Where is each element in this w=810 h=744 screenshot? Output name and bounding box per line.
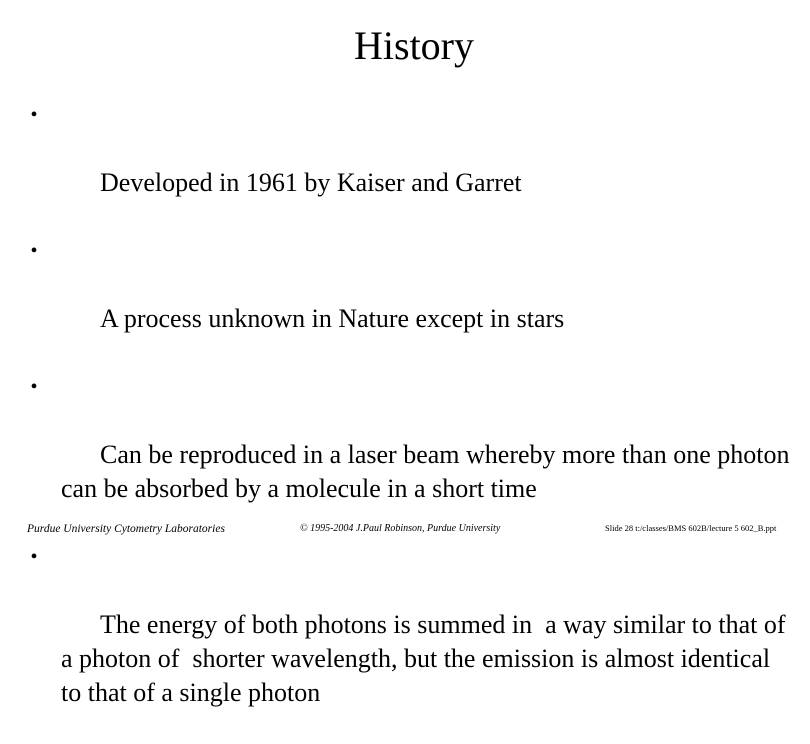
bullet-marker: • — [30, 376, 38, 398]
bullet-item — [24, 234, 794, 370]
bullet-marker: • — [30, 546, 38, 568]
bullet-text: Developed in 1961 by Kaiser and Garret — [100, 168, 522, 197]
slide-title: History — [354, 23, 474, 68]
bullet-text: The energy of both photons is summed in a way similar to that of a photon of shorter wavelength, but the emission is almost identical to that of a single photon — [61, 610, 793, 707]
bullet-item — [24, 540, 794, 744]
bullet-text: A process unknown in Nature except in stars — [100, 304, 565, 333]
footer-lab-name: Purdue University Cytometry Laboratories — [27, 523, 225, 535]
footer-copyright: © 1995-2004 J.Paul Robinson, Purdue University — [300, 523, 501, 534]
footer-slide-info: Slide 28 t:/classes/BMS 602B/lecture 5 602_B.ppt — [605, 523, 777, 533]
bullet-list — [24, 98, 794, 744]
bullet-text: Can be reproduced in a laser beam whereby more than one photon can be absorbed by a molecule in a short time — [61, 440, 796, 503]
bullet-marker: • — [30, 104, 38, 126]
bullet-item — [24, 370, 794, 540]
bullet-marker: • — [30, 240, 38, 262]
bullet-item — [24, 98, 794, 234]
